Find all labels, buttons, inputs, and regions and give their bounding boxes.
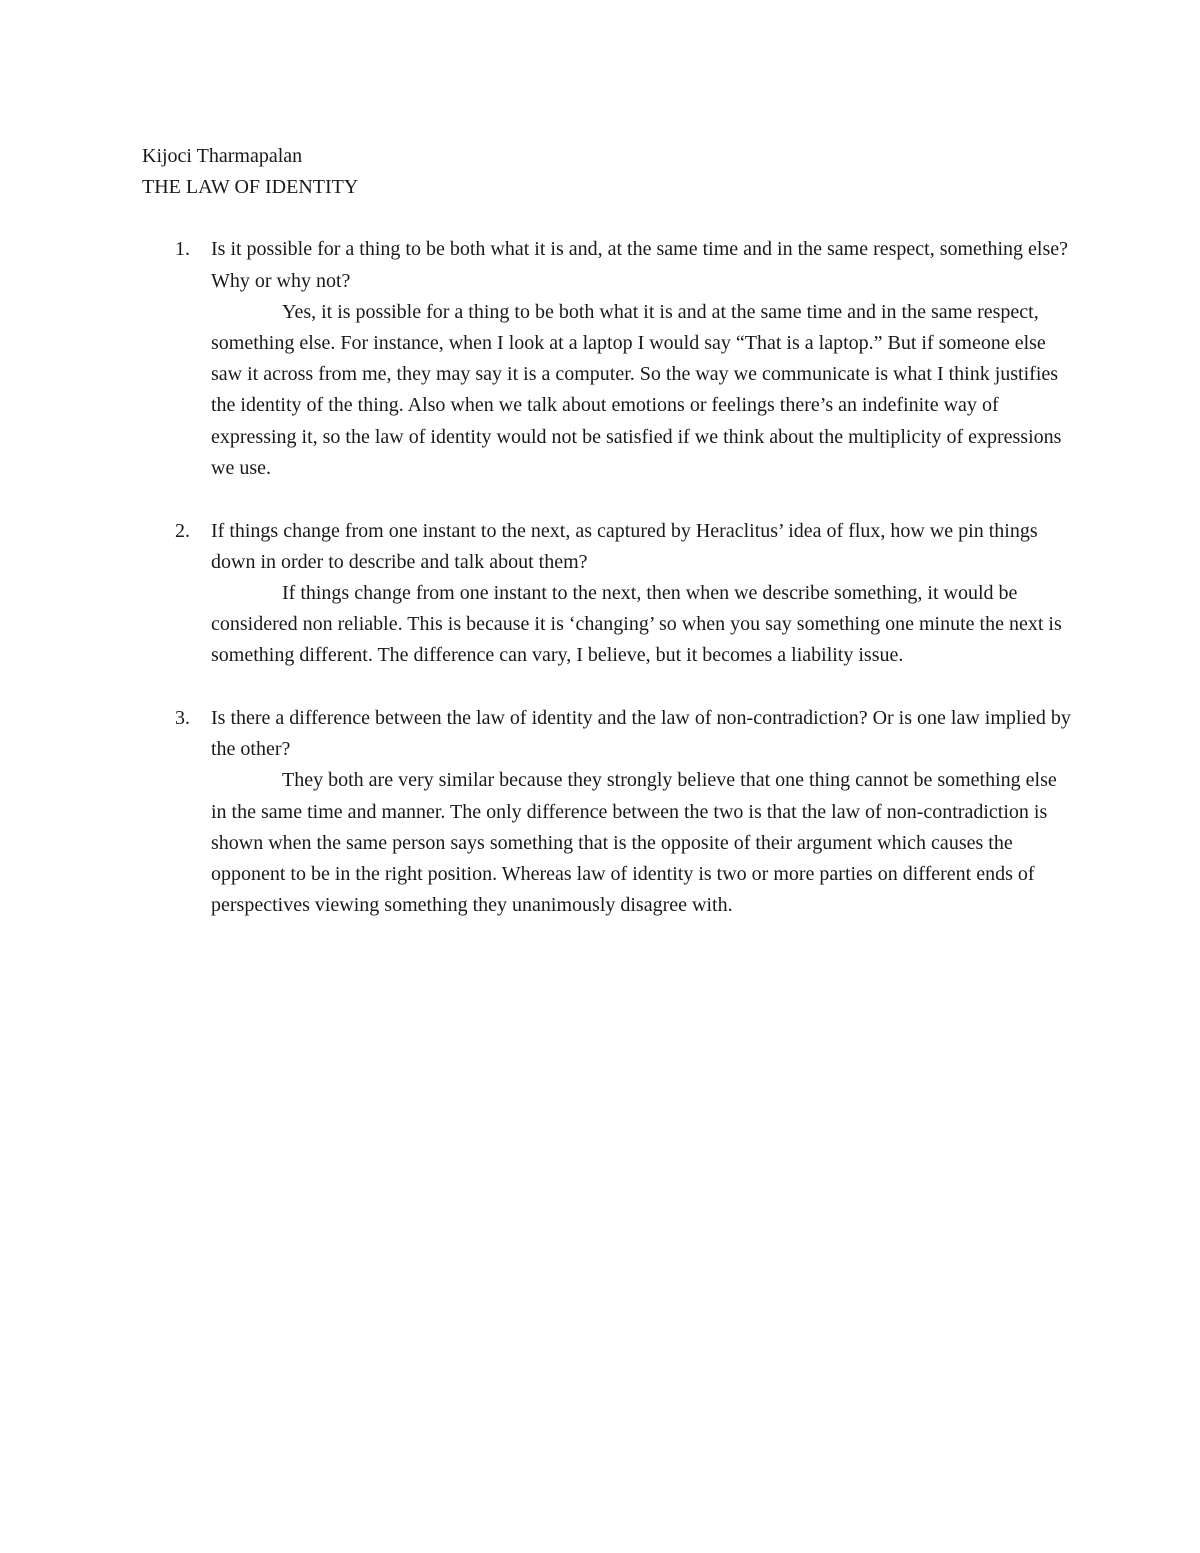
question-number: 1. — [175, 238, 190, 261]
document-title: THE LAW OF IDENTITY — [142, 176, 359, 199]
question-number: 2. — [175, 519, 190, 542]
question-list — [142, 234, 1072, 921]
question-item-1 — [142, 234, 1072, 484]
answer-text: If things change from one instant to the next, then when we describe something, it would be considered non reliable. This is because it is ‘changing’ so when you say something one minute the next is something different. The difference can vary, I believe, but it becomes a liability issue. — [211, 581, 1062, 667]
question-item-3 — [142, 703, 1072, 921]
document-body — [142, 141, 1072, 953]
question-text: Is there a difference between the law of identity and the law of non-contradiction? Or is one law implied by the other? — [211, 707, 1071, 761]
question-number: 3. — [175, 707, 190, 730]
spacer — [142, 203, 1072, 234]
answer-text: They both are very similar because they strongly believe that one thing cannot be something else in the same time and manner. The only difference between the two is that the law of non-contradiction is shown when the same person says something that is the opposite of their argument which causes the opponent to be in the right position. Whereas law of identity is two or more parties on different ends of perspectives viewing something they unanimously disagree with. — [211, 769, 1057, 917]
question-text: Is it possible for a thing to be both what it is and, at the same time and in the same respect, something else? Why or why not? — [211, 238, 1069, 292]
question-text: If things change from one instant to the next, as captured by Heraclitus’ idea of flux, how we pin things down in order to describe and talk about them? — [211, 519, 1038, 573]
author-name: Kijoci Tharmapalan — [142, 145, 303, 167]
question-item-2 — [142, 516, 1072, 672]
answer-text: Yes, it is possible for a thing to be both what it is and at the same time and in the same respect, something else. For instance, when I look at a laptop I would say “That is a laptop.” But if someone else saw it across from me, they may say it is a computer. So the way we communicate is what I think justifies the identity of the thing. Also when we talk about emotions or feelings there’s an indefinite way of expressing it, so the law of identity would not be satisfied if we think about the multiplicity of expressions we use. — [211, 300, 1062, 479]
